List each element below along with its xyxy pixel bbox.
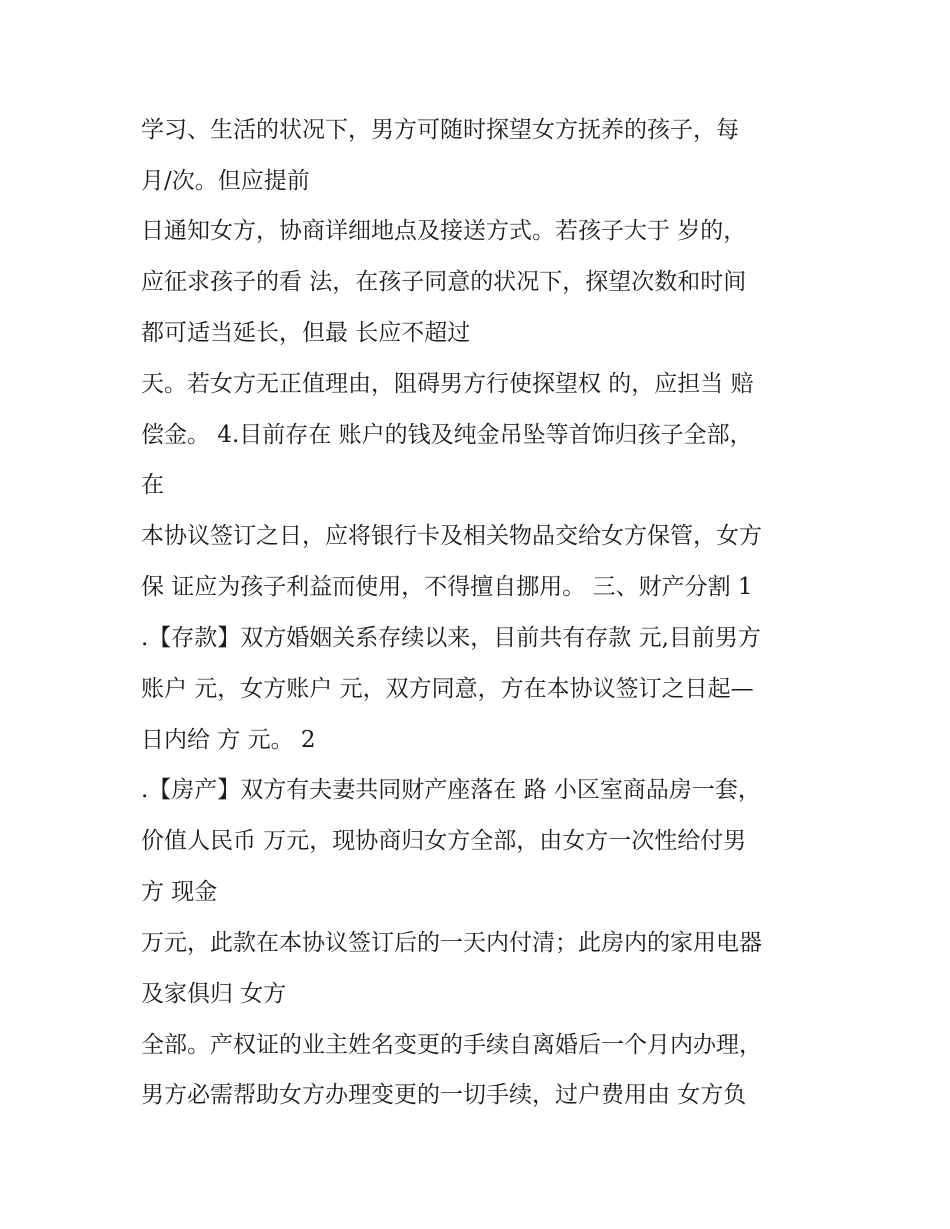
text-line: 男方必需帮助女方办理变更的一切手续，过户费用由 女方负 bbox=[141, 1082, 747, 1108]
text-line: .【房产】双方有夫妻共同财产座落在 路 小区室商品房一套， bbox=[141, 777, 761, 803]
text-line: 都可适当延长，但最 长应不超过 bbox=[141, 320, 471, 346]
text-line: 全部。产权证的业主姓名变更的手续自离婚后一个月内办理， bbox=[141, 1032, 762, 1058]
text-line: 学习、生活的状况下，男方可随时探望女方抚养的孩子，每 bbox=[141, 117, 739, 143]
text-line: 日通知女方，协商详细地点及接送方式。若孩子大于 岁的， bbox=[141, 218, 747, 244]
text-line: 价值人民币 万元，现协商归女方全部，由女方一次性给付男 bbox=[141, 828, 747, 854]
text-line: 本协议签订之日，应将银行卡及相关物品交给女方保管，女方 bbox=[141, 523, 762, 549]
text-line: 方 现金 bbox=[141, 879, 218, 905]
text-line: 万元，此款在本协议签订后的一天内付清；此房内的家用电器 bbox=[141, 930, 762, 956]
text-line: 保 证应为孩子利益而使用，不得擅自挪用。 三、财产分割 1 bbox=[141, 574, 753, 600]
text-line: .【存款】双方婚姻关系存续以来，目前共有存款 元,目前男方 bbox=[141, 625, 761, 651]
text-line: 账户 元，女方账户 元，双方同意，方在本协议签订之日起— bbox=[141, 676, 754, 702]
text-line: 应征求孩子的看 法，在孩子同意的状况下，探望次数和时间 bbox=[141, 269, 747, 295]
text-line: 及家俱归 女方 bbox=[141, 981, 287, 1007]
text-line: 日内给 方 元。 2 bbox=[141, 727, 316, 753]
text-line: 天。若女方无正值理由，阻碍男方行使探望权 的，应担当 赔 bbox=[141, 371, 754, 397]
text-line: 在 bbox=[141, 472, 164, 498]
text-line: 月/次。但应提前 bbox=[141, 168, 310, 194]
text-line: 偿金。 4.目前存在 账户的钱及纯金吊坠等首饰归孩子全部， bbox=[141, 422, 753, 448]
